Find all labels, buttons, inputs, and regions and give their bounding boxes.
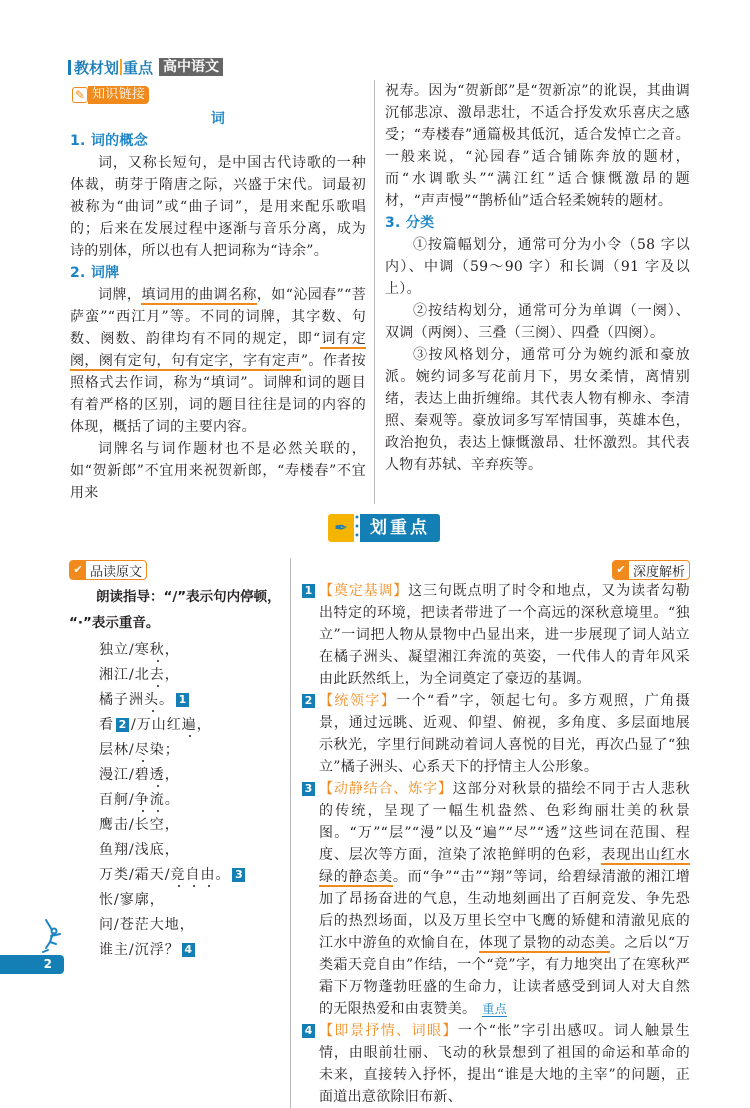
underlined-text: 体现了景物的动态美 [478,935,610,951]
analysis-keyword: 【奠定基调】 [319,583,409,599]
poem-line [99,813,284,838]
section-banner-label: 划重点 [360,514,440,542]
reading-column [69,558,284,1108]
poem-text-segment: /万山红 [131,717,182,733]
poem-text-segment: 染； [149,742,180,758]
poem-line [99,913,284,938]
underlined-text: 填词用的曲调名称 [141,287,257,303]
reading-tag [69,560,147,580]
column-divider [374,80,375,504]
knowledge-section [0,80,750,504]
classification-by-structure: ②按结构划分，通常可分为单调（一阕）、双调（两阕）、三叠（三阕）、四叠（四阕）。 [385,303,690,341]
stressed-char: 遍 [181,717,197,733]
stressed-char: 竞 [170,867,186,883]
analysis-text: 一个“怅”字引出感叹。词人触景生情，由眼前壮丽、飞动的秋景想到了祖国的命运和革命的未来，直接转入抒怀，提出“谁是大地的主宰”的问题，正面道出意欲除旧布新、 [319,1023,690,1105]
classification-by-style: ③按风格划分，通常可分为婉约派和豪放派。婉约词多写花前月下，男女柔情，离情别绪，表达上曲折缠绵。其代表人物有柳永、李清照、秦观等。豪放词多写军情国事，英雄本色，政治抱负，表达上慷慨激昂、壮怀激烈。其代表人物有苏轼、辛弃疾等。 [385,347,690,473]
location-check-icon: ✔ [70,560,86,580]
runner-figure-icon [38,918,66,954]
cipai-paragraph-continued: 祝寿。因为“贺新郎”是“贺新凉”的讹误，其曲调沉郁悲凉、激昂悲壮，不适合抒发欢乐喜庆之感受；“寿楼春”通篇极其低沉，适合发悼亡之音。一般来说，“沁园春”适合铺陈奔放的题材，而“水调歌头”“满江红”适合慷慨激昂的题材，“声声慢”“鹊桥仙”适合轻柔婉转的题材。 [385,83,690,209]
text: 词牌， [98,287,142,303]
analysis-list [302,580,690,1108]
brand-part2: 重点 [123,58,154,77]
poem-line [99,638,284,663]
poem-line [99,763,284,788]
book-brand [68,58,750,76]
poem-text-segment: 。 [159,692,174,708]
stressed-char: 秋 [149,642,165,658]
poem-text-segment: ， [164,642,180,658]
poem-text-segment: 百舸/ [99,792,135,808]
poem-line [99,713,284,738]
analysis-tag-label: 深度解析 [632,564,685,580]
analysis-keyword: 【统领字】 [319,693,397,709]
stressed-char: 透 [149,767,165,783]
analysis-tag-row [302,558,690,580]
marker-number: 2 [302,694,315,708]
poem-text-segment: 怅/寥廓， [99,892,165,908]
analysis-item [302,690,690,778]
location-check-icon: ✔ [613,560,629,580]
underlined-text: 表现出山红水绿的静态美 [319,847,690,885]
poem-text-segment: 层林/ [99,742,135,758]
poem-text [99,638,284,963]
poem-line [99,938,284,963]
key-points-section [0,558,750,1108]
analysis-keyword: 【动静结合、炼字】 [319,781,453,797]
reading-guide-line1: 朗读指导：“/”表示句内停顿， [96,589,281,605]
brand-part1: 教材划 [74,58,120,77]
reading-tag-label: 品读原文 [90,564,143,580]
marker-number: 1 [176,693,189,707]
knowledge-left-column [70,80,366,504]
poem-text-segment: 谁主/沉浮？ [99,942,180,958]
poem-text-segment: 问/苍茫大地， [99,917,195,933]
poem-text-segment: 万类/霜天/ [99,867,171,883]
pen-nib-emblem-icon: ✒ [328,514,354,542]
subject-label: 高中语文 [159,58,223,76]
poem-text-segment: ， [164,767,180,783]
stressed-char: 流 [149,792,165,808]
marker-number: 2 [116,718,129,732]
page-number: 2 [0,955,64,974]
analysis-text: 一个“看”字，领起七句。多方观照，广角摄景，通过远眺、近观、仰望、俯视，多角度、多层面地展示秋光，字里行间跳动着词人喜悦的目光，再次凸显了“独立”橘子洲头、心系天下的抒情主人公形象。 [319,693,690,775]
cipai-paragraph-2: 词牌名与词作题材也不是必然关联的，如“贺新郎”不宜用来祝贺新郎，“寿楼春”不宜用来 [70,441,366,501]
poem-line [99,863,284,888]
section-heading-classification: 3. 分类 [385,215,435,231]
analysis-text: 。而“争”“击”“翔”等词，给碧绿清澈的湘江增加了昂扬奋进的气息，生动地刻画出了百舸竞发、争先恐后的热烈场面，以及万里长空中飞鹰的矫健和清澈见底的江水中游鱼的欢愉自在， [319,869,691,951]
brand-bar [68,60,71,75]
analysis-keyword: 【即景抒情、词眼】 [319,1023,458,1039]
classification-by-length: ①按篇幅划分，通常可分为小令（58 字以内）、中调（59～90 字）和长调（91 字及以上）。 [385,237,690,297]
section-banner [328,514,440,542]
analysis-item [302,1020,690,1108]
brand-separator [120,59,122,75]
stressed-char: 自 [185,867,201,883]
analysis-tag [612,560,690,580]
poem-text-segment: 漫江/碧 [99,767,150,783]
poem-text-segment: 鱼翔/浅底， [99,842,180,858]
key-point-mark: 重点 [482,1002,507,1016]
column-divider [290,558,291,1108]
analysis-text: 。之后以“万类霜天竞自由”作结，一个“竞”字，有力地突出了在寒秋严霜下万物蓬勃旺盛的生命力，让读者感受到词人对大自然的无限热爱和由衷赞美。 [319,935,690,1017]
poem-text-segment: ， [196,717,212,733]
knowledge-right-column [385,80,690,504]
pen-icon: ✎ [72,87,88,103]
stressed-char: 由 [200,867,216,883]
marker-number: 3 [232,868,245,882]
stressed-char: 去 [149,667,165,683]
connector-dots-icon: • • • [354,513,360,542]
poem-text-segment: 独立/寒 [99,642,150,658]
poem-line [99,663,284,688]
marker-number: 1 [302,584,315,598]
poem-line [99,838,284,863]
text: ”。作者按照格式去作词，称为“填词”。词牌和词的题目有着严格的区别，词的题目往往是词的内容的体现，概括了词的主要内容。 [70,353,366,435]
poem-line [99,738,284,763]
reading-guide-line2: “·”表示重音。 [69,615,160,631]
poem-text-segment: 。 [164,792,180,808]
poem-line [99,688,284,713]
analysis-text: 这三句既点明了时令和地点，又为读者勾勒出特定的环境，把读者带进了一个高远的深秋意境里。“独立”一词把人物从景物中凸显出来，进一步展现了词人站立在橘子洲头、凝望湘江奔流的英姿，一代伟人的青年风采由此跃然纸上，为全词奠定了豪迈的基调。 [319,583,690,687]
poem-text-segment: 湘江/北 [99,667,150,683]
analysis-item [302,778,690,1020]
poem-text-segment: 鹰击/长空， [99,817,180,833]
marker-number: 4 [302,1024,315,1038]
cipai-paragraph [70,284,366,438]
text: ，如“沁园春”“菩萨蛮”“西江月”等。不同的词牌，其字数、句数、阕数、韵律均有不同的规定，即“ [70,287,367,347]
marker-number: 4 [182,943,195,957]
underlined-text: 词有定阕，阕有定句，句有定字，字有定声 [70,331,366,369]
knowledge-title: 词 [210,111,226,127]
analysis-column [302,558,690,1108]
poem-line [99,788,284,813]
poem-text-segment: 橘子洲 [99,692,144,708]
concept-paragraph: 词，又称长短句，是中国古代诗歌的一种体裁，萌芽于隋唐之际，兴盛于宋代。词最初被称为“曲词”或“曲子词”，是用来配乐歌唱的；后来在发展过程中逐渐与音乐分离，成为诗的别体，所以也有人把词称为“诗余”。 [70,155,366,259]
poem-text-segment: 。 [215,867,231,883]
section-heading-cipai: 2. 词牌 [70,265,120,281]
stressed-char: 争 [134,792,150,808]
section-heading-concept: 1. 词的概念 [70,133,149,149]
section-banner-row [0,514,750,542]
poem-line [99,888,284,913]
knowledge-tag [72,86,366,104]
poem-text-segment: ， [164,667,180,683]
reading-guide [69,584,284,636]
stressed-char: 尽 [134,742,150,758]
marker-number: 3 [302,782,315,796]
knowledge-tag-label: 知识链接 [88,86,149,104]
poem-text-segment: 看 [99,717,114,733]
analysis-item [302,580,690,690]
stressed-char: 头 [144,692,159,708]
analysis-text: 这部分对秋景的描绘不同于古人悲秋的传统，呈现了一幅生机盎然、色彩绚丽壮美的秋景图。“万”“层”“漫”以及“遍”“尽”“透”这些词在范围、程度、层次等方面，渲染了浓艳鲜明的色彩， [319,781,690,863]
